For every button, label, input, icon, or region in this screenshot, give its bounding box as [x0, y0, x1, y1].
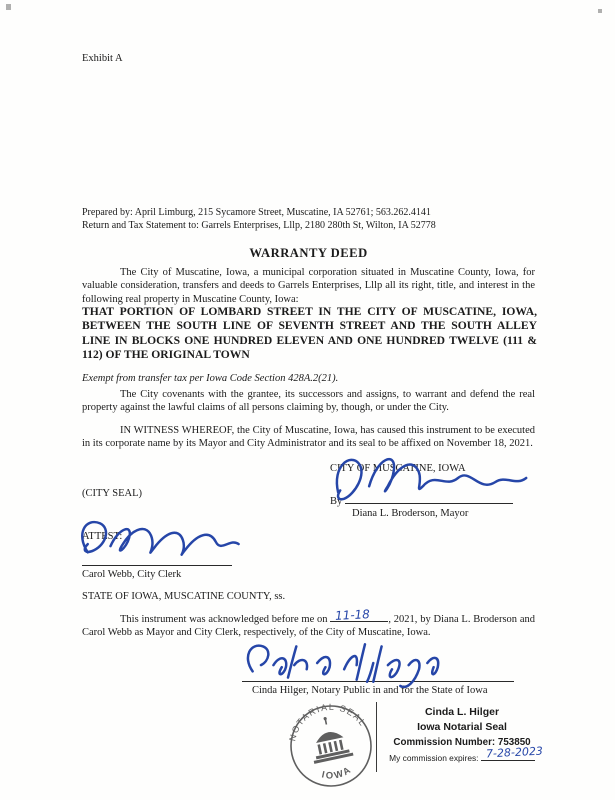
stamp-expiration-line [383, 744, 544, 766]
notary-stamp-box [383, 705, 544, 766]
stamp-expires-label: My commission expires: [389, 753, 479, 763]
granting-paragraph: The City of Muscatine, Iowa, a municipal corporation situated in Muscatine County, Iowa, for valuable consideration, transfers and deeds to Garrels Enterprises, Lllp all its right, title, and interest in the following real property in Muscatine County, Iowa: [82, 267, 535, 305]
scan-artifact [6, 4, 11, 10]
notary-caption: Cinda Hilger, Notary Public in and for the State of Iowa [252, 685, 488, 696]
mayor-signature-line [345, 494, 513, 504]
notary-signature-line [242, 672, 514, 682]
notarial-seal-stamp [276, 691, 385, 800]
document-title: WARRANTY DEED [249, 246, 368, 260]
ack-text-after: , 2021, by Diana L. Broderson and Carol Webb as Mayor and City Clerk, respectively, of the City of Muscatine, Iowa. [82, 614, 535, 639]
by-label: By [330, 496, 343, 507]
ack-date-blank [330, 606, 388, 623]
stamp-expires-handwritten: 7-28-2023 [485, 744, 544, 761]
mayor-caption: Diana L. Broderson, Mayor [352, 508, 469, 519]
prepared-by-line: Prepared by: April Limburg, 215 Sycamore Street, Muscatine, IA 52761; 563.262.4141 [82, 207, 431, 218]
capitol-building-icon [305, 713, 353, 764]
clerk-caption: Carol Webb, City Clerk [82, 569, 182, 580]
covenant-paragraph: The City covenants with the grantee, its successors and assigns, to warrant and defend the real property against the lawful claims of all persons claiming by, though, or under the City. [82, 389, 535, 414]
stamp-seal-title: Iowa Notarial Seal [417, 721, 507, 733]
attest-label: ATTEST: [82, 531, 123, 542]
scan-artifact [598, 9, 602, 13]
city-seal-note: (CITY SEAL) [82, 488, 142, 499]
seal-top-text: NOTARIAL SEAL [287, 701, 369, 743]
state-county-line: STATE OF IOWA, MUSCATINE COUNTY, ss. [82, 591, 286, 602]
witness-paragraph: IN WITNESS WHEREOF, the City of Muscatine, Iowa, has caused this instrument to be executed in its corporate name by its Mayor and City Administrator and its seal to be affixed on November 18, 2021. [82, 425, 535, 450]
stamp-commission-number: Commission Number: 753850 [393, 737, 531, 748]
ack-text-before: This instrument was acknowledged before me on [120, 614, 331, 625]
ack-date-handwritten: 11-18 [334, 606, 371, 623]
return-tax-line: Return and Tax Statement to: Garrels Enterprises, Lllp, 2180 280th St, Wilton, IA 52778 [82, 220, 436, 231]
clerk-signature-line [82, 556, 232, 566]
exhibit-label: Exhibit A [82, 53, 123, 64]
property-description: THAT PORTION OF LOMBARD STREET IN THE CITY OF MUSCATINE, IOWA, BETWEEN THE SOUTH LINE OF SEVENTH STREET AND THE SOUTH ALLEY LINE IN BLOCKS ONE HUNDRED ELEVEN AND ONE HUNDRED TWELVE (111 & 112) OF THE ORIGINAL TOWN [82, 305, 537, 362]
city-name-line: CITY OF MUSCATINE, IOWA [330, 463, 466, 474]
seal-bottom-text: IOWA [320, 764, 355, 782]
exempt-line: Exempt from transfer tax per Iowa Code Section 428A.2(21). [82, 373, 339, 384]
notarial-seal-icon [276, 691, 385, 800]
stamp-expires-blank [481, 744, 544, 761]
stamp-divider [376, 702, 377, 772]
acknowledgment-paragraph [82, 606, 535, 640]
stamp-notary-name: Cinda L. Hilger [424, 706, 500, 718]
